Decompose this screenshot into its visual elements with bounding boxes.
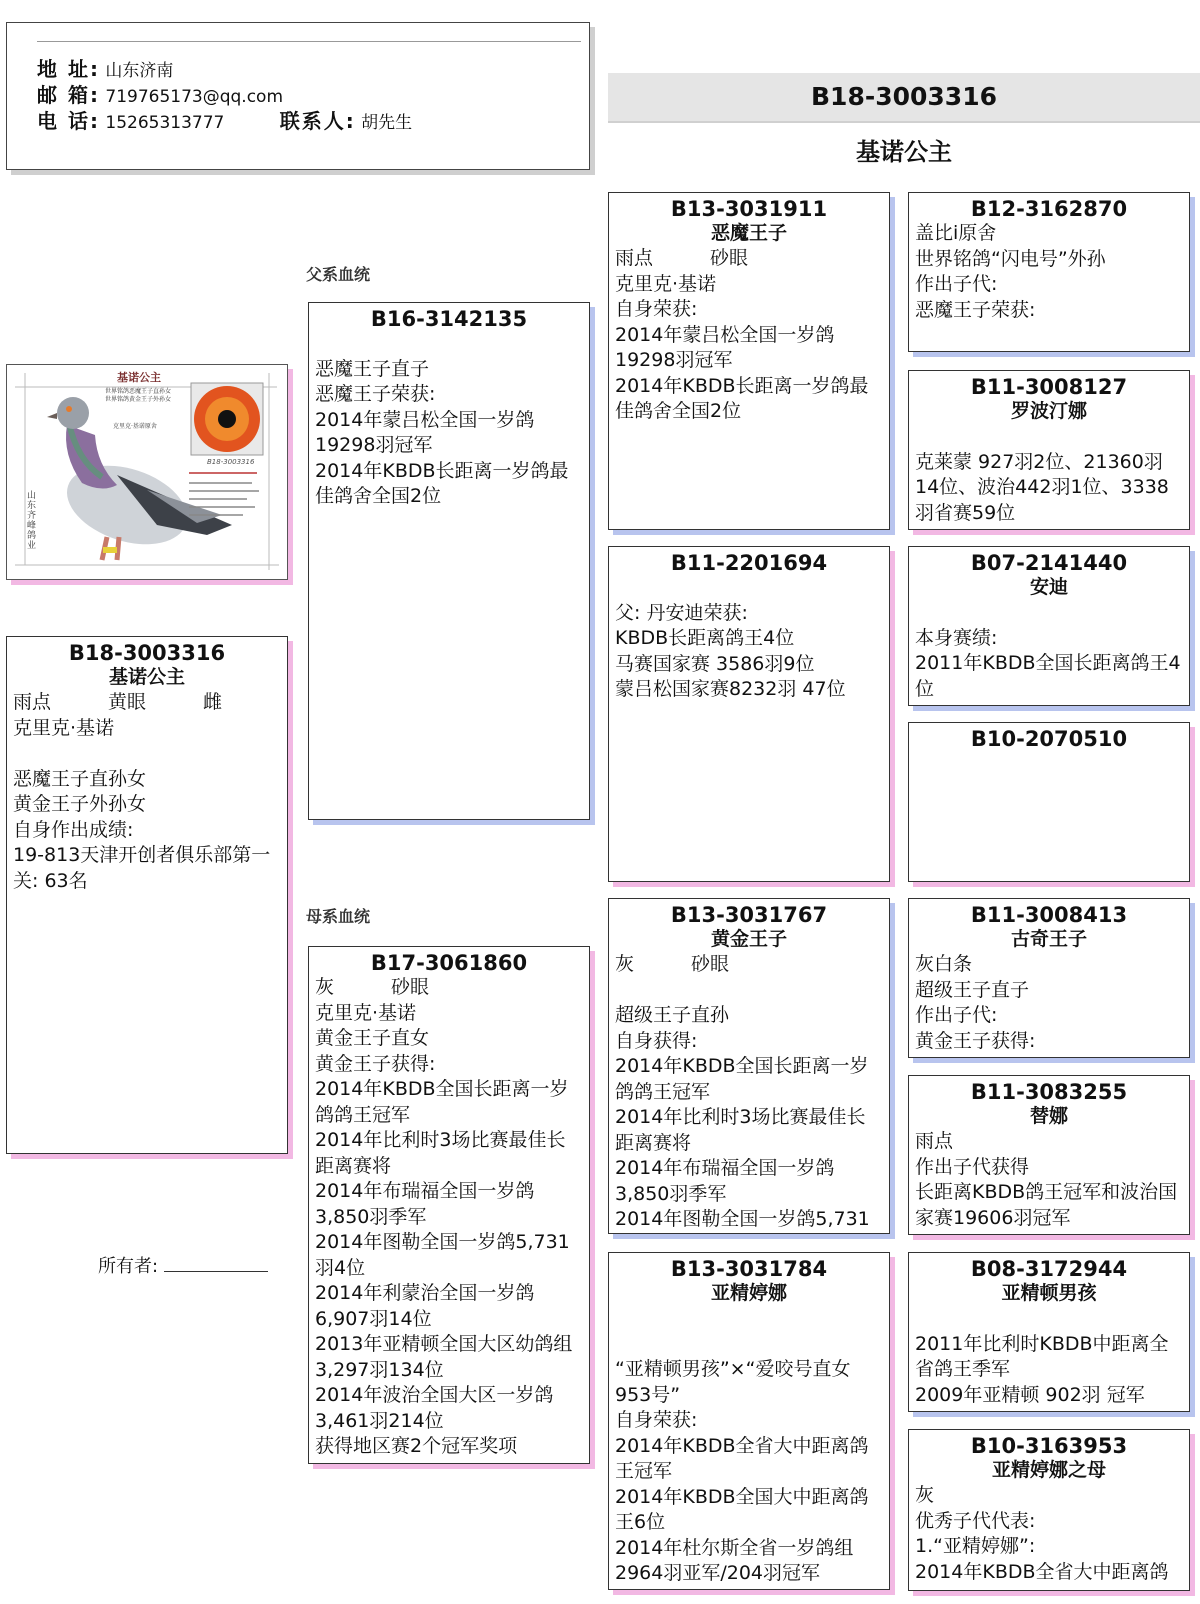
phone-row xyxy=(37,105,412,134)
dam-ring: B17-3061860 xyxy=(370,951,528,975)
sire-line: 恶魔王子直子 xyxy=(315,357,430,380)
g2-line xyxy=(915,424,1183,450)
pigeon-photo-card xyxy=(6,364,288,580)
email-value: 719765173@qq.com xyxy=(105,87,284,107)
photo-title: 基诺公主 xyxy=(117,371,161,384)
gd1-line xyxy=(615,575,883,601)
gs2-line: 2014年图勒全国一岁鸽5,731 xyxy=(615,1208,870,1230)
subject-line: 恶魔王子直孙女 xyxy=(13,767,147,790)
gs2-line: 自身获得: xyxy=(615,1029,698,1052)
gd2-line xyxy=(615,1306,883,1332)
phone-label: 电 话: xyxy=(37,109,100,133)
gs2-line: 2014年比利时3场比赛最佳长距离赛将 xyxy=(615,1106,866,1154)
gs1-line: 2014年蒙吕松全国一岁鸽19298羽冠军 xyxy=(615,323,835,371)
phone-value: 15265313777 xyxy=(105,113,225,133)
owner-label: 所有者: xyxy=(98,1256,159,1277)
g6-line: 雨点 xyxy=(915,1130,954,1152)
email-label: 邮 箱: xyxy=(37,83,100,107)
subject-line xyxy=(13,741,281,767)
granddam-paternal-box xyxy=(608,546,890,882)
gs1-line: 雨点 砂眼 xyxy=(615,247,749,269)
dam-line: 2014年图勒全国一岁鸽5,731羽4位 xyxy=(315,1231,570,1279)
gs2-line: 2014年KBDB全国长距离一岁鸽鸽王冠军 xyxy=(615,1055,869,1103)
g1-line: 盖比i原舍 xyxy=(915,222,997,244)
contact-divider xyxy=(37,41,581,42)
dam-box xyxy=(308,946,590,1464)
dam-line: 黄金王子直女 xyxy=(315,1027,430,1049)
photo-ring: B18-3003316 xyxy=(207,458,255,466)
dam-line: 黄金王子获得: xyxy=(315,1052,436,1075)
subject-box xyxy=(6,636,288,1154)
sire-line xyxy=(315,331,583,357)
subject-line: 克里克·基诺 xyxy=(13,716,115,739)
gs2-ring: B13-3031767 xyxy=(670,903,828,927)
g2-lines xyxy=(915,424,1183,526)
dam-line: 2014年KBDB全国长距离一岁鸽鸽王冠军 xyxy=(315,1078,569,1126)
g7-lines xyxy=(915,1306,1183,1408)
sire-line: 恶魔王子荣获: xyxy=(315,383,436,405)
dam-line: 2013年亚精顿全国大区幼鸽组3,297羽134位 xyxy=(315,1333,573,1381)
dam-line: 2014年比利时3场比赛最佳长距离赛将 xyxy=(315,1129,566,1177)
g1-line: 恶魔王子荣获: xyxy=(915,298,1036,321)
address-value: 山东济南 xyxy=(105,61,174,81)
g8-line: 优秀子代代表: xyxy=(915,1509,1036,1532)
g2-ring: B11-3008127 xyxy=(970,375,1128,399)
gs2-line xyxy=(615,978,883,1004)
g4-ring: B10-2070510 xyxy=(970,727,1128,751)
g1-line: 作出子代: xyxy=(915,273,998,295)
header-bird-name: 基诺公主 xyxy=(856,138,952,166)
g7-ring: B08-3172944 xyxy=(970,1257,1128,1281)
g5-line: 作出子代: xyxy=(915,1004,998,1026)
subject-name: 基诺公主 xyxy=(108,666,185,688)
gd2-line: 2014年KBDB全省大中距离鸽王冠军 xyxy=(615,1434,869,1482)
g5-ring: B11-3008413 xyxy=(970,903,1128,927)
gs1-ring: B13-3031911 xyxy=(670,197,828,221)
g3-line: 2011年KBDB全国长距离鸽王4位 xyxy=(915,652,1181,700)
dam-lines xyxy=(315,975,583,1460)
dam-line: 灰 砂眼 xyxy=(315,976,430,998)
g3-line: 本身赛绩: xyxy=(915,626,998,649)
gd1-line: KBDB长距离鸽王4位 xyxy=(615,627,795,649)
dam-line: 克里克·基诺 xyxy=(315,1001,417,1024)
gd2-line: 自身荣获: xyxy=(615,1409,698,1431)
grandsire-paternal-box xyxy=(608,192,890,530)
great-grand-2-box xyxy=(908,370,1190,530)
g2-line: 克莱蒙 927羽2位、21360羽14位、波治442羽1位、3338羽省赛59位 xyxy=(915,450,1169,524)
g6-lines xyxy=(915,1129,1183,1231)
gs1-name: 恶魔王子 xyxy=(710,222,787,244)
great-grand-5-box xyxy=(908,898,1190,1058)
owner-row xyxy=(98,1252,268,1278)
g1-line: 世界铭鸽“闪电号”外孙 xyxy=(915,247,1106,270)
g8-line: 灰 xyxy=(915,1484,935,1506)
g3-lines xyxy=(915,600,1183,702)
photo-tag: 克里克·基诺原舍 xyxy=(113,423,157,430)
photo-line2: 世界铭鸽黄金王子外孙女 xyxy=(105,396,172,403)
contact-box xyxy=(6,22,590,170)
gd2-name: 亚精婷娜 xyxy=(710,1282,787,1304)
gd1-lines xyxy=(615,575,883,703)
contact-person-label: 联系人: xyxy=(279,109,356,133)
g5-line: 灰白条 xyxy=(915,953,973,975)
great-grand-4-box xyxy=(908,722,1190,882)
g1-ring: B12-3162870 xyxy=(970,197,1128,221)
g1-lines xyxy=(915,221,1183,323)
paternal-section-label: 父系血统 xyxy=(306,265,371,284)
g8-line: 2014年KBDB全省大中距离鸽 xyxy=(915,1560,1169,1583)
dam-line: 2014年波治全国大区一岁鸽3,461羽214位 xyxy=(315,1384,554,1432)
g8-name: 亚精婷娜之母 xyxy=(991,1459,1106,1481)
sire-ring: B16-3142135 xyxy=(370,307,528,331)
address-row xyxy=(37,53,173,82)
g7-line xyxy=(915,1306,1183,1332)
g3-line xyxy=(915,600,1183,626)
gs1-lines xyxy=(615,246,883,425)
gs2-line: 2014年布瑞福全国一岁鸽3,850羽季军 xyxy=(615,1157,835,1205)
gs2-line: 超级王子直孙 xyxy=(615,1004,730,1026)
contact-person-value: 胡先生 xyxy=(361,113,413,133)
g5-line: 超级王子直子 xyxy=(915,978,1030,1001)
g3-ring: B07-2141440 xyxy=(970,551,1128,575)
photo-loft: 山东齐峰鸽业 xyxy=(27,491,37,551)
owner-blank-field xyxy=(164,1257,268,1272)
gd2-line xyxy=(615,1332,883,1358)
great-grand-1-box xyxy=(908,192,1190,352)
sire-box xyxy=(308,302,590,820)
email-row xyxy=(37,79,283,108)
gs1-line: 克里克·基诺 xyxy=(615,272,717,295)
g7-line: 2011年比利时KBDB中距离全省鸽王季军 xyxy=(915,1332,1169,1380)
great-grand-6-box xyxy=(908,1075,1190,1235)
gd1-line: 父: 丹安迪荣获: xyxy=(615,601,748,624)
maternal-section-label: 母系血统 xyxy=(306,907,371,926)
dam-line: 2014年利蒙治全国一岁鸽6,907羽14位 xyxy=(315,1282,535,1330)
g8-line: 1.“亚精婷娜”: xyxy=(915,1535,1036,1557)
g6-line: 长距离KBDB鸽王冠军和波治国家赛19606羽冠军 xyxy=(915,1181,1178,1229)
g5-name: 古奇王子 xyxy=(1010,928,1087,950)
header-ring-number: B18-3003316 xyxy=(608,73,1200,123)
g8-ring: B10-3163953 xyxy=(970,1434,1128,1458)
gd2-line: 2014年杜尔斯全省一岁鸽组2964羽亚军/204羽冠军 xyxy=(615,1536,854,1584)
subject-line: 黄金王子外孙女 xyxy=(13,793,147,815)
granddam-maternal-box xyxy=(608,1252,890,1590)
g6-name: 替娜 xyxy=(1029,1105,1068,1127)
gd2-lines xyxy=(615,1306,883,1587)
g5-lines xyxy=(915,952,1183,1054)
g3-name: 安迪 xyxy=(1029,576,1068,598)
gd2-line: “亚精顿男孩”×“爱咬号直女953号” xyxy=(615,1358,851,1406)
sire-lines xyxy=(315,331,583,510)
dam-line: 获得地区赛2个冠军奖项 xyxy=(315,1435,518,1457)
g6-ring: B11-3083255 xyxy=(970,1080,1128,1104)
g2-name: 罗波汀娜 xyxy=(1010,400,1087,422)
sire-line: 2014年KBDB长距离一岁鸽最佳鸽舍全国2位 xyxy=(315,459,569,507)
g7-line: 2009年亚精顿 902羽 冠军 xyxy=(915,1383,1145,1406)
subject-lines xyxy=(13,690,281,894)
gd1-line: 马赛国家赛 3586羽9位 xyxy=(615,652,815,675)
dam-line: 2014年布瑞福全国一岁鸽3,850羽季军 xyxy=(315,1180,535,1228)
g7-name: 亚精顿男孩 xyxy=(1001,1282,1097,1304)
gs1-line: 自身荣获: xyxy=(615,298,698,320)
subject-ring: B18-3003316 xyxy=(68,641,226,665)
subject-line: 雨点 黄眼 雌 xyxy=(13,691,223,713)
g6-line: 作出子代获得 xyxy=(915,1155,1030,1178)
photo-line1: 世界铭鸽恶魔王子直孙女 xyxy=(105,388,172,395)
gd2-ring: B13-3031784 xyxy=(670,1257,828,1281)
grandsire-maternal-box xyxy=(608,898,890,1234)
great-grand-7-box xyxy=(908,1252,1190,1412)
subject-line: 19-813天津开创者俱乐部第一关: 63名 xyxy=(13,844,271,892)
great-grand-8-box xyxy=(908,1429,1190,1591)
gs2-name: 黄金王子 xyxy=(710,928,787,950)
great-grand-3-box xyxy=(908,546,1190,706)
address-label: 地 址: xyxy=(37,57,100,81)
g5-line: 黄金王子获得: xyxy=(915,1029,1036,1052)
gs2-lines xyxy=(615,952,883,1233)
gd2-line: 2014年KBDB全国大中距离鸽王6位 xyxy=(615,1485,869,1533)
sire-line: 2014年蒙吕松全国一岁鸽19298羽冠军 xyxy=(315,408,535,456)
gs1-line: 2014年KBDB长距离一岁鸽最佳鸽舍全国2位 xyxy=(615,374,869,422)
gs2-line: 灰 砂眼 xyxy=(615,953,730,975)
gd1-line: 蒙吕松国家赛8232羽 47位 xyxy=(615,678,846,700)
g8-lines xyxy=(915,1483,1183,1585)
gd1-ring: B11-2201694 xyxy=(670,551,828,575)
subject-line: 自身作出成绩: xyxy=(13,818,134,841)
